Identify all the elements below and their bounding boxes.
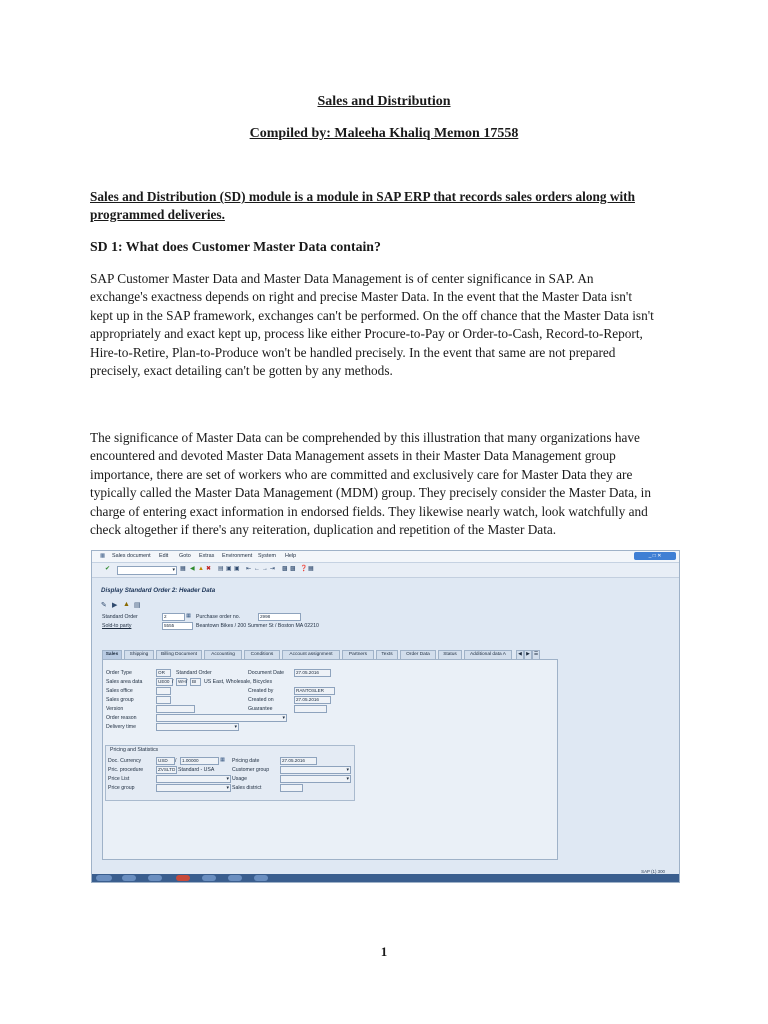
sales-org-field[interactable]: UE00 xyxy=(156,678,173,686)
header-icon[interactable]: ▶ xyxy=(112,602,118,609)
print-icon[interactable]: ▤ xyxy=(218,566,224,572)
paragraph-line: precisely, exact detailing can't be gotten by any methods. xyxy=(90,363,393,379)
price-list-select[interactable] xyxy=(156,775,231,783)
menu-goto[interactable]: Goto xyxy=(179,553,191,559)
taskbar-app-2[interactable] xyxy=(148,875,162,881)
po-field[interactable]: 2998 xyxy=(258,613,301,621)
paragraph-line: importance, there are set of workers who are committed and exclusively care for Master Data they are xyxy=(90,466,633,482)
shortcut-icon[interactable]: ▩ xyxy=(290,566,296,572)
price-group-select[interactable] xyxy=(156,784,231,792)
standard-order-label: Standard Order xyxy=(102,614,138,620)
tab-status[interactable]: Status xyxy=(438,650,462,660)
paragraph-line: Hire-to-Retire, Plan-to-Produce won't be handled precisely. In the event that same are not prepared xyxy=(90,344,616,360)
order-type-text: Standard Order xyxy=(176,670,212,676)
last-page-icon[interactable]: ⇥ xyxy=(270,566,276,572)
intro-line-2: programmed deliveries. xyxy=(90,207,225,222)
paragraph-line: check altogether if there's any reiteration, duplication and repetition of the Master Data. xyxy=(90,522,557,538)
guarantee-field[interactable] xyxy=(294,705,327,713)
tab-order-data[interactable]: Order Data xyxy=(400,650,436,660)
help-icon[interactable]: ❓ xyxy=(300,566,308,572)
sold-to-address: Beantown Bikes / 200 Summer St / Boston MA 02210 xyxy=(196,623,319,629)
sales-office-label: Sales office xyxy=(106,688,133,694)
order-reason-select[interactable] xyxy=(156,714,287,722)
document-date-label: Document Date xyxy=(248,670,285,676)
pric-procedure-label: Pric. procedure xyxy=(108,767,144,773)
guarantee-label: Guarantee xyxy=(248,706,273,712)
created-on-label: Created on xyxy=(248,697,274,703)
pric-procedure-text: Standard - USA xyxy=(178,767,215,773)
standard-order-field[interactable]: 2 xyxy=(162,613,185,621)
tab-account-assignment[interactable]: Account assignment xyxy=(282,650,340,660)
menu-help[interactable]: Help xyxy=(285,553,297,559)
price-group-label: Price group xyxy=(108,785,135,791)
paragraph-line: exchange's exactness depends on right and precise Master Data. In the event that the Master Data isn't xyxy=(90,289,633,305)
doc-currency-field[interactable]: USD xyxy=(156,757,175,765)
distribution-channel-field[interactable]: WH xyxy=(178,679,186,684)
tab-texts[interactable]: Texts xyxy=(376,650,398,660)
paragraph-line: charge of entering exact information in endorsed fields. They likewise nearly watch, look watchfully and xyxy=(90,503,648,519)
sales-district-label: Sales district xyxy=(232,785,262,791)
order-reason-label: Order reason xyxy=(106,715,137,721)
menu-system[interactable]: System xyxy=(258,553,276,559)
pric-procedure-field[interactable]: ZVSLTD xyxy=(158,767,176,772)
compiled-by: Compiled by: Maleeha Khaliq Memon 17558 xyxy=(249,126,519,141)
sap-screen-title: Display Standard Order 2: Header Data xyxy=(101,587,216,594)
tab-conditions[interactable]: Conditions xyxy=(244,650,280,660)
tab-additional-data-a[interactable]: Additional data A xyxy=(464,650,512,660)
paragraph-line: kept up in the SAP framework, exchanges can't be performed. On the off chance that the Master Data isn't xyxy=(90,307,654,323)
delivery-time-label: Delivery time xyxy=(106,724,136,730)
tab-partners[interactable]: Partners xyxy=(342,650,374,660)
customer-group-select[interactable] xyxy=(280,766,351,774)
cancel-icon[interactable]: ✖ xyxy=(206,566,212,572)
division-field[interactable]: BI xyxy=(190,678,201,686)
menu-extras[interactable]: Extras xyxy=(199,553,215,559)
created-by-label: Created by xyxy=(248,688,274,694)
pricing-date-label: Pricing date xyxy=(232,758,260,764)
order-type-field[interactable]: OR xyxy=(156,669,171,677)
tab-shipping[interactable]: Shipping xyxy=(124,650,154,660)
menu-sales-document[interactable]: Sales document xyxy=(112,553,151,559)
tree-icon[interactable]: ▲ xyxy=(123,601,130,608)
sap-screenshot: ▦ Sales document Edit Goto Extras Environment System Help _ □ ✕ ✔ ▾ ▦ ◀ ▲ ✖ ▤ ▣ ▣ ⇤ ← → ⇥ ▩ ▩ ❓ ▦ Display Standard Order 2: Header Data ✎ ▶ ▲ ▤ Standard Order 2 ▦ Purchase order no. 2998 Sold-to party 5555 Beantown Bikes / 200 Summer St / Boston MA 02210 Sales Shipping Billing Document Accounting Conditions Account assignment Partners Texts Order Data Status Additional data A ◀ ▶ ☰ Order Type OR Standard Order Document Date 27.05.2016 Sales area data UE00 / WH / BI US East, Wholesale, Bicycles Sales office Created by RANTOSLER Sales group Created on 27.05.2016 Version Guarantee Order reason ▾ Delivery time ▾ Pricing and Statistics Doc. Currency USD / 1.00000 ▦ Pricing date 27.05.2016 Pric. procedure ZVSLTD Standard - USA Customer group ▾ Price List ▾ Usage ▾ Price group ▾ Sales district SAP (1) 300 xyxy=(91,550,680,883)
window-controls[interactable]: _ □ ✕ xyxy=(634,552,676,560)
order-type-label: Order Type xyxy=(106,670,132,676)
sap-menu-icon[interactable]: ▦ xyxy=(100,553,106,559)
customer-group-label: Customer group xyxy=(232,767,270,773)
sales-group-field[interactable] xyxy=(156,696,171,704)
usage-label: Usage xyxy=(232,776,247,782)
paragraph-line: appropriately and exact kept up, process like either Procure-to-Pay or Order-to-Cash, Record-to-Report, xyxy=(90,326,643,342)
menu-edit[interactable]: Edit xyxy=(159,553,169,559)
tab-sales[interactable]: Sales xyxy=(102,650,122,660)
paragraph-2 xyxy=(90,429,680,539)
page-number: 1 xyxy=(380,944,388,959)
sales-area-label: Sales area data xyxy=(106,679,143,685)
sap-menu-bar xyxy=(92,551,679,563)
new-session-icon[interactable]: ▩ xyxy=(282,566,288,572)
tab-list-icon[interactable]: ☰ xyxy=(532,650,540,660)
currency-help-icon[interactable]: ▦ xyxy=(220,757,225,763)
version-label: Version xyxy=(106,706,124,712)
back-icon[interactable]: ◀ xyxy=(190,566,195,572)
price-list-label: Price List xyxy=(108,776,130,782)
sales-office-field[interactable] xyxy=(156,687,171,695)
taskbar-app-6[interactable] xyxy=(254,875,268,881)
taskbar-app-1[interactable] xyxy=(122,875,136,881)
created-on-field[interactable]: 27.05.2016 xyxy=(294,696,331,704)
tab-accounting[interactable]: Accounting xyxy=(204,650,242,660)
section-heading: SD 1: What does Customer Master Data contain? xyxy=(90,239,381,254)
paragraph-1 xyxy=(90,270,680,380)
document-title: Sales and Distribution xyxy=(317,94,451,109)
sold-to-label[interactable]: Sold-to party xyxy=(102,623,132,629)
search-help-icon[interactable]: ▦ xyxy=(186,613,191,619)
save-icon[interactable]: ▦ xyxy=(180,566,186,572)
find-icon[interactable]: ▣ xyxy=(226,566,232,572)
taskbar-app-4[interactable] xyxy=(202,875,216,881)
sold-to-field[interactable]: 5555 xyxy=(162,622,193,630)
taskbar-app-5[interactable] xyxy=(228,875,242,881)
status-bar-text: SAP (1) 300 xyxy=(641,869,665,874)
tab-scroll-right-icon[interactable]: ▶ xyxy=(524,650,532,660)
sales-area-text: US East, Wholesale, Bicycles xyxy=(204,679,273,685)
first-page-icon[interactable]: ⇤ xyxy=(246,566,252,572)
exit-icon[interactable]: ▲ xyxy=(198,566,204,572)
sales-group-label: Sales group xyxy=(106,697,134,703)
po-label: Purchase order no. xyxy=(196,614,241,620)
tab-billing-document[interactable]: Billing Document xyxy=(156,650,202,660)
pricing-date-field[interactable]: 27.05.2016 xyxy=(280,757,317,765)
exchange-rate-field[interactable]: 1.00000 xyxy=(180,757,219,765)
created-by-field[interactable]: RANTOSLER xyxy=(294,687,335,695)
document-flow-icon[interactable]: ▤ xyxy=(134,602,141,609)
version-field[interactable] xyxy=(156,705,195,713)
sales-district-field[interactable] xyxy=(280,784,303,792)
usage-select[interactable] xyxy=(280,775,351,783)
find-next-icon[interactable]: ▣ xyxy=(234,566,240,572)
layout-icon[interactable]: ▦ xyxy=(308,566,314,572)
command-field[interactable] xyxy=(117,566,177,575)
taskbar-app-3[interactable] xyxy=(176,875,190,881)
intro-line-1: Sales and Distribution (SD) module is a module in SAP ERP that records sales orders along with xyxy=(90,189,635,204)
enter-icon[interactable]: ✔ xyxy=(105,566,111,572)
pricing-statistics-title: Pricing and Statistics xyxy=(110,747,159,753)
document-date-field[interactable]: 27.05.2016 xyxy=(294,669,331,677)
delivery-time-select[interactable] xyxy=(156,723,239,731)
display-change-icon[interactable]: ✎ xyxy=(101,602,107,609)
tab-scroll-left-icon[interactable]: ◀ xyxy=(516,650,524,660)
prev-page-icon[interactable]: ← xyxy=(254,566,260,572)
start-button[interactable] xyxy=(96,875,112,881)
menu-environment[interactable]: Environment xyxy=(222,553,253,559)
sap-system-toolbar xyxy=(92,563,679,578)
next-page-icon[interactable]: → xyxy=(262,566,268,572)
paragraph-line: typically called the Master Data Management (MDM) group. They precisely consider the Master Data, in xyxy=(90,485,651,501)
doc-currency-label: Doc. Currency xyxy=(108,758,142,764)
paragraph-line: SAP Customer Master Data and Master Data Management is of center significance in SAP. An xyxy=(90,271,594,286)
paragraph-line: The significance of Master Data can be comprehended by this illustration that many organizations have xyxy=(90,430,640,445)
paragraph-line: encountered and devoted Master Data Management assets in their Master Data Management group xyxy=(90,448,616,464)
windows-taskbar xyxy=(92,874,679,882)
